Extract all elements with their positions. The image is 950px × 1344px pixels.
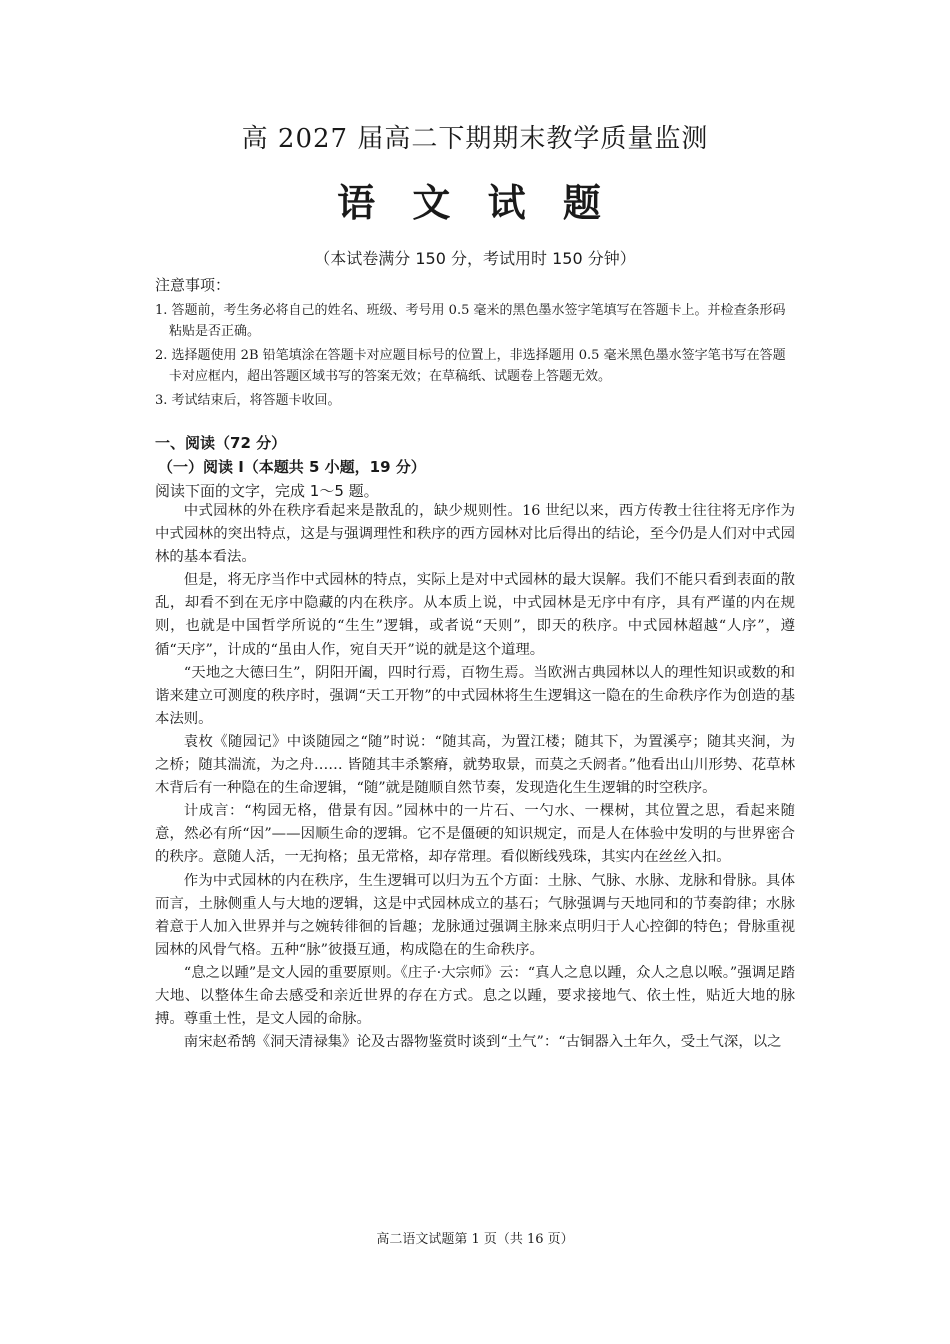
exam-title: 高 2027 届高二下期期末教学质量监测 [241,124,709,154]
passage-paragraph: 计成言：“构园无格，借景有因。”园林中的一片石、一勺水、一棵树，其位置之思，看起来随意，然必有所“因”——因顺生命的逻辑。它不是僵硬的知识规定，而是人在体验中发明的与世界密合的秩序。意随人活，一无拘格；虽无常格，却存常理。看似断线残珠，其实内在丝丝入扣。 [155,803,795,866]
section-heading: 一、阅读（72 分） [155,434,287,452]
passage-paragraph: 南宋赵希鹄《洞天清禄集》论及古器物鉴赏时谈到“土气”：“古铜器入土年久，受土气深，以之 [183,1034,782,1051]
passage-paragraph: 作为中式园林的内在秩序，生生逻辑可以归为五个方面：土脉、气脉、水脉、龙脉和骨脉。具体而言，土脉侧重人与大地的逻辑，这是中式园林成立的基石；气脉强调与天地同和的节奏韵律；水脉着意于人加入世界并与之婉转徘徊的旨趣；龙脉通过强调主脉来点明归于人心控御的特色；骨脉重视园林的风骨气格。五种“脉”彼摄互通，构成隐在的生命秩序。 [155,872,795,958]
notice-heading: 注意事项： [155,276,231,294]
passage-paragraph: 中式园林的外在秩序看起来是散乱的，缺少规则性。16 世纪以来，西方传教士往往将无序作为中式园林的突出特点，这是与强调理性和秩序的西方园林对比后得出的结论，至今仍是人们对中式园林的基本看法。 [155,503,795,566]
notice-item: 1. 答题前，考生务必将自己的姓名、班级、考号用 0.5 毫米的黑色墨水签字笔填写在答题卡上。并检查条形码粘贴是否正确。 [155,303,786,339]
passage-paragraph: 但是，将无序当作中式园林的特点，实际上是对中式园林的最大误解。我们不能只看到表面的散乱，却看不到在无序中隐藏的内在秩序。从本质上说，中式园林是无序中有序，具有严谨的内在规则，也就是中国哲学所说的“生生”逻辑，或者说“天则”，即天的秩序。中式园林超越“人序”，遵循“天序”，计成的“虽由人作，宛自天开”说的就是这个道理。 [155,572,795,658]
subject-title: 语 文 试 题 [337,181,613,225]
passage-paragraph: 袁枚《随园记》中谈随园之“随”时说：“随其高，为置江楼；随其下，为置溪亭；随其夹涧，为之桥；随其湍流，为之舟…… 皆随其丰杀繁瘠，就势取景，而莫之夭阏者。”他看出山川形势、花草林木背后有一种隐在的生命逻辑，“随”就是随顺自然节奏，发现造化生生逻辑的时空秩序。 [155,733,795,797]
notice-item: 3. 考试结束后，将答题卡收回。 [155,393,341,408]
passage-paragraph: “息之以踵”是文人园的重要原则。《庄子·大宗师》云：“真人之息以踵，众人之息以喉。”强调足踏大地、以整体生命去感受和亲近世界的存在方式。息之以踵，要求接地气、依土性，贴近大地的脉搏。尊重土性，是文人园的命脉。 [155,964,795,1028]
reading-passage [155,500,795,1054]
exam-info: （本试卷满分 150 分，考试用时 150 分钟） [314,249,636,268]
reading-instruction: 阅读下面的文字，完成 1～5 题。 [155,482,379,500]
page-footer: 高二语文试题第 1 页（共 16 页） [376,1232,574,1247]
notice-item: 2. 选择题使用 2B 铅笔填涂在答题卡对应题目标号的位置上，非选择题用 0.5 毫米黑色墨水签字笔书写在答题卡对应框内，超出答题区域书写的答案无效；在草稿纸、试题卷上答题无效。 [155,348,786,384]
passage-paragraph: “天地之大德曰生”，阴阳开阖，四时行焉，百物生焉。当欧洲古典园林以人的理性知识或数的和谐来建立可测度的秩序时，强调“天工开物”的中式园林将生生逻辑这一隐在的生命秩序作为创造的基本法则。 [155,664,795,727]
subsection-heading: （一）阅读 I（本题共 5 小题，19 分） [158,458,426,476]
notice-list [155,300,795,414]
